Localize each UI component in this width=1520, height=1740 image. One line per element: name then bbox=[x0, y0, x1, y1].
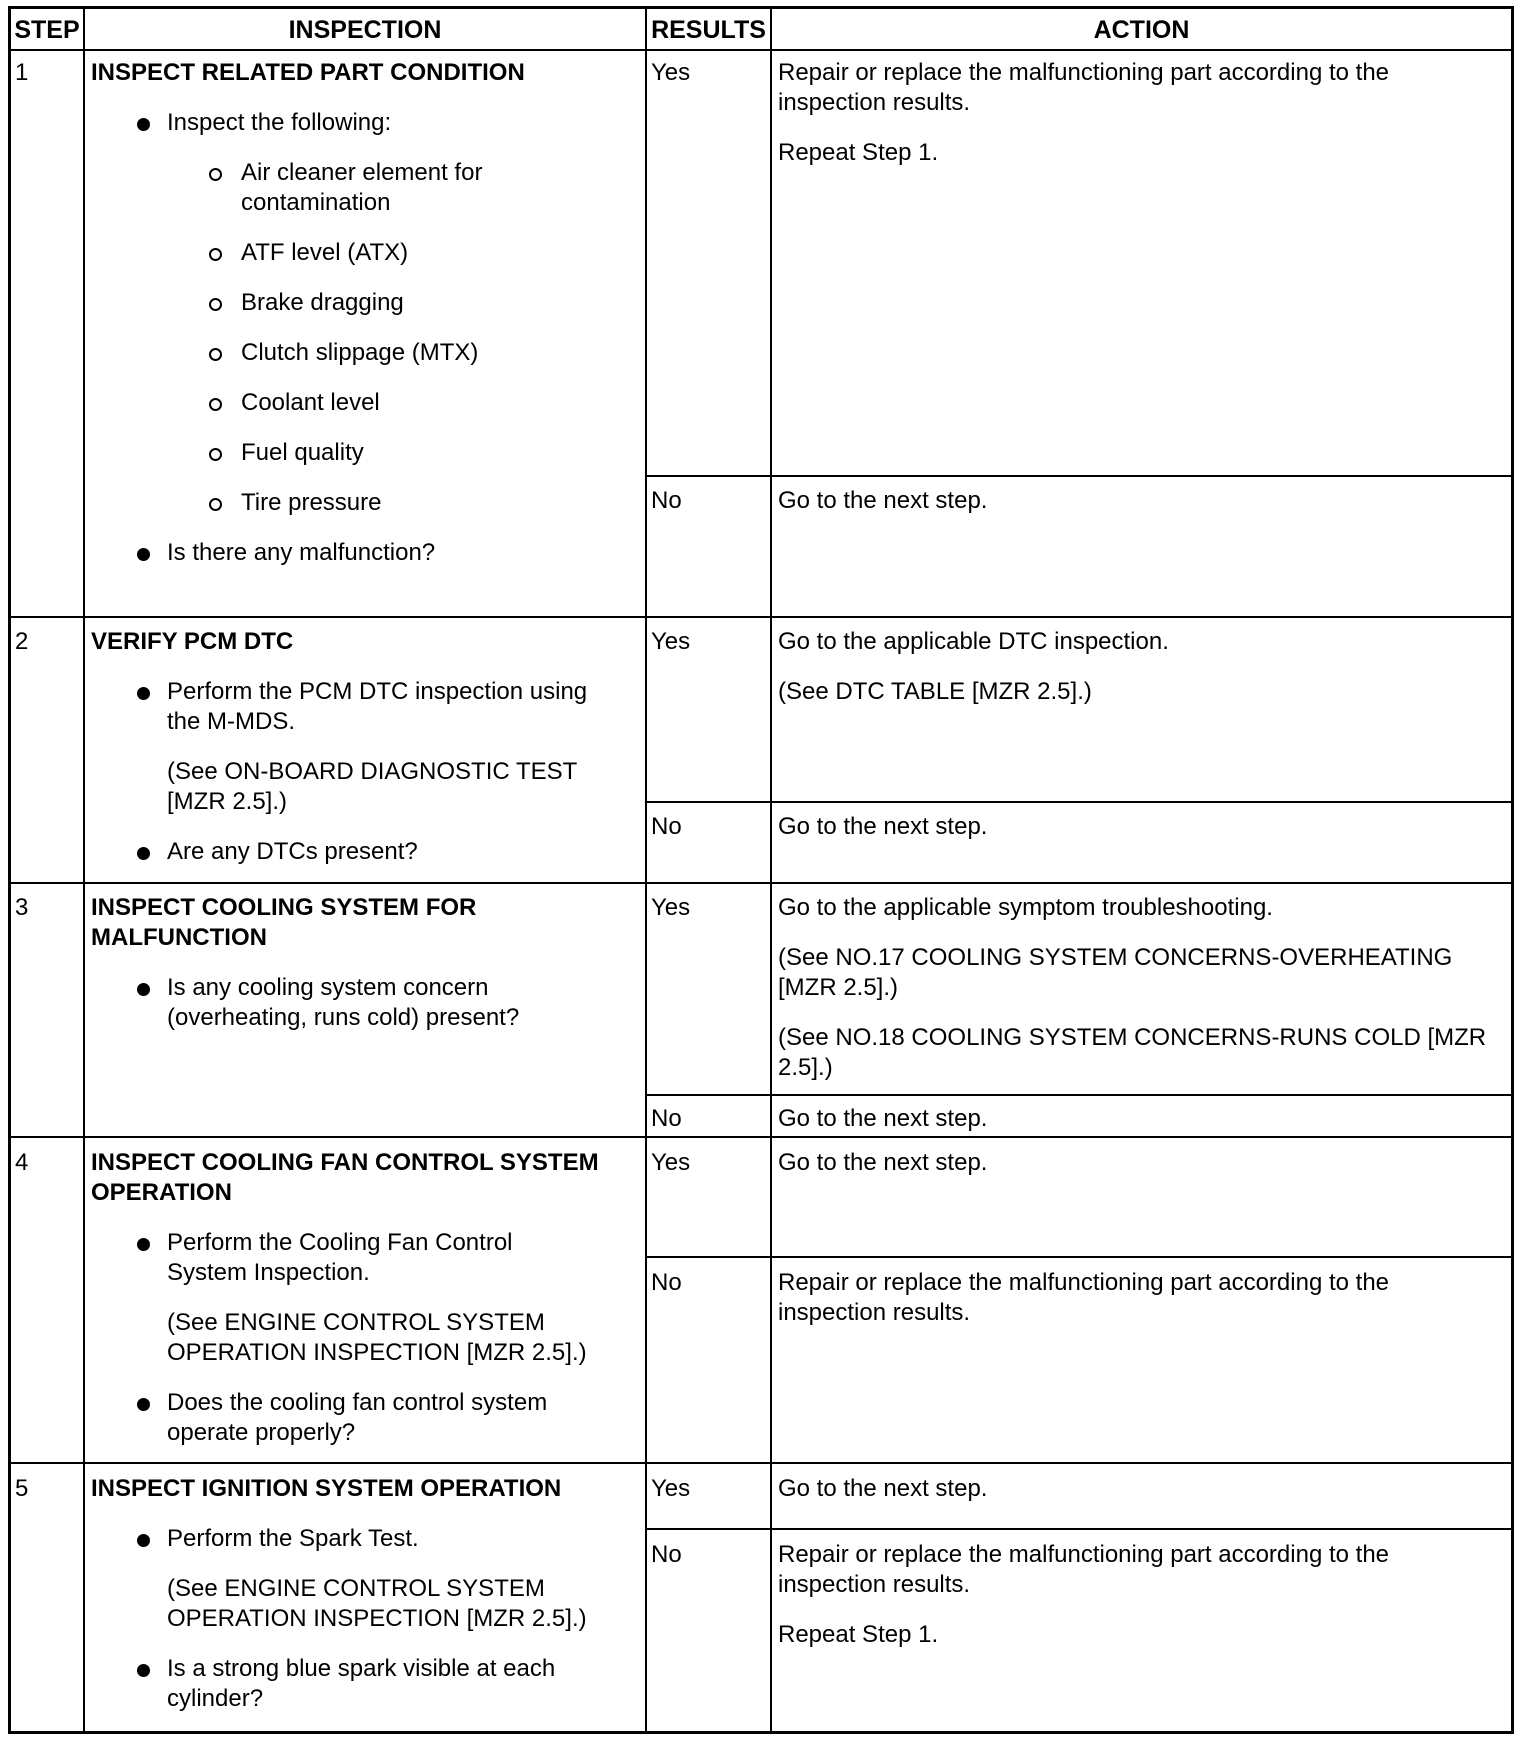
result-yes: Yes bbox=[651, 1475, 691, 1502]
action-text: Repeat Step 1. bbox=[778, 139, 939, 166]
action-text: (See NO.17 COOLING SYSTEM CONCERNS-OVERHEATING [MZR 2.5].) bbox=[778, 944, 1453, 1001]
reference-note: (See ENGINE CONTROL SYSTEM OPERATION INSPECTION [MZR 2.5].) bbox=[167, 1309, 587, 1366]
row-divider-3-4 bbox=[11, 1136, 1511, 1138]
bullet-item: Perform the PCM DTC inspection using the M-MDS. bbox=[91, 677, 607, 737]
col-divider-inspection bbox=[645, 9, 647, 1731]
header-step: STEP bbox=[14, 16, 80, 44]
sub-item: Clutch slippage (MTX) bbox=[91, 338, 631, 368]
row-divider-1-2 bbox=[11, 616, 1511, 618]
col-divider-results bbox=[770, 9, 772, 1731]
step-title: INSPECT COOLING SYSTEM FOR MALFUNCTION bbox=[91, 894, 477, 951]
action-yes bbox=[778, 893, 1508, 1083]
step-number: 2 bbox=[15, 628, 29, 655]
bullet-item: Inspect the following: bbox=[91, 108, 631, 138]
reference-note: (See ENGINE CONTROL SYSTEM OPERATION INSPECTION [MZR 2.5].) bbox=[167, 1575, 587, 1632]
header-inspection: INSPECTION bbox=[288, 16, 442, 44]
step-4-inspection bbox=[91, 1148, 636, 1448]
action-text: (See NO.18 COOLING SYSTEM CONCERNS-RUNS COLD [MZR 2.5].) bbox=[778, 1024, 1487, 1081]
action-no bbox=[778, 1540, 1468, 1650]
bullet-item: Does the cooling fan control system operate properly? bbox=[91, 1388, 587, 1448]
bullet-item: Is any cooling system concern (overheating, runs cold) present? bbox=[91, 973, 567, 1033]
action-yes: Go to the next step. bbox=[778, 1149, 988, 1176]
action-text: Go to the applicable DTC inspection. bbox=[778, 628, 1169, 655]
step-number: 3 bbox=[15, 894, 29, 921]
step-title: INSPECT COOLING FAN CONTROL SYSTEM OPERATION bbox=[91, 1149, 599, 1206]
step-number: 4 bbox=[15, 1149, 29, 1176]
troubleshooting-table bbox=[8, 6, 1514, 1734]
action-no: Repair or replace the malfunctioning part according to the inspection results. bbox=[778, 1269, 1390, 1326]
row-divider-4-5 bbox=[11, 1462, 1511, 1464]
step-number: 1 bbox=[15, 59, 29, 86]
result-no: No bbox=[651, 1269, 682, 1296]
step-5-inspection bbox=[91, 1474, 636, 1714]
action-text: Repair or replace the malfunctioning part according to the inspection results. bbox=[778, 59, 1390, 116]
result-yes: Yes bbox=[651, 59, 691, 86]
step-3-inspection bbox=[91, 893, 631, 1033]
col-divider-step bbox=[83, 9, 85, 1731]
action-yes: Go to the next step. bbox=[778, 1475, 988, 1502]
sub-item: Brake dragging bbox=[91, 288, 631, 318]
bullet-item: Perform the Cooling Fan Control System Inspection. bbox=[91, 1228, 587, 1288]
bullet-item: Are any DTCs present? bbox=[91, 837, 631, 867]
step-1-inspection bbox=[91, 58, 631, 568]
header-action: ACTION bbox=[1093, 16, 1190, 44]
action-no: Go to the next step. bbox=[778, 813, 988, 840]
action-text: (See DTC TABLE [MZR 2.5].) bbox=[778, 678, 1092, 705]
result-no: No bbox=[651, 1105, 682, 1132]
split-step4 bbox=[645, 1256, 1511, 1258]
sub-item: Tire pressure bbox=[91, 488, 631, 518]
step-title: VERIFY PCM DTC bbox=[91, 628, 294, 655]
sub-item: ATF level (ATX) bbox=[91, 238, 631, 268]
reference-note: (See ON-BOARD DIAGNOSTIC TEST [MZR 2.5].) bbox=[167, 758, 577, 815]
bullet-item: Perform the Spark Test. bbox=[91, 1524, 636, 1554]
result-no: No bbox=[651, 487, 682, 514]
result-no: No bbox=[651, 1541, 682, 1568]
step-title: INSPECT IGNITION SYSTEM OPERATION bbox=[91, 1475, 562, 1502]
sub-item: Coolant level bbox=[91, 388, 631, 418]
result-yes: Yes bbox=[651, 628, 691, 655]
header-results: RESULTS bbox=[651, 16, 766, 44]
split-step3 bbox=[645, 1094, 1511, 1096]
action-text: Go to the applicable symptom troubleshooting. bbox=[778, 894, 1273, 921]
step-title: INSPECT RELATED PART CONDITION bbox=[91, 59, 525, 86]
split-step2 bbox=[645, 801, 1511, 803]
action-no: Go to the next step. bbox=[778, 1105, 988, 1132]
bullet-item: Is there any malfunction? bbox=[91, 538, 631, 568]
step-2-inspection bbox=[91, 627, 631, 867]
result-yes: Yes bbox=[651, 1149, 691, 1176]
result-no: No bbox=[651, 813, 682, 840]
action-yes bbox=[778, 627, 1468, 707]
split-step5 bbox=[645, 1528, 1511, 1530]
sub-item: Air cleaner element for contamination bbox=[91, 158, 541, 218]
action-text: Repeat Step 1. bbox=[778, 1621, 939, 1648]
bullet-item: Is a strong blue spark visible at each cylinder? bbox=[91, 1654, 587, 1714]
action-text: Repair or replace the malfunctioning part according to the inspection results. bbox=[778, 1541, 1390, 1598]
action-yes bbox=[778, 58, 1468, 168]
sub-item: Fuel quality bbox=[91, 438, 631, 468]
step-number: 5 bbox=[15, 1475, 29, 1502]
action-no: Go to the next step. bbox=[778, 487, 988, 514]
split-step1 bbox=[645, 475, 1511, 477]
row-divider-2-3 bbox=[11, 882, 1511, 884]
result-yes: Yes bbox=[651, 894, 691, 921]
